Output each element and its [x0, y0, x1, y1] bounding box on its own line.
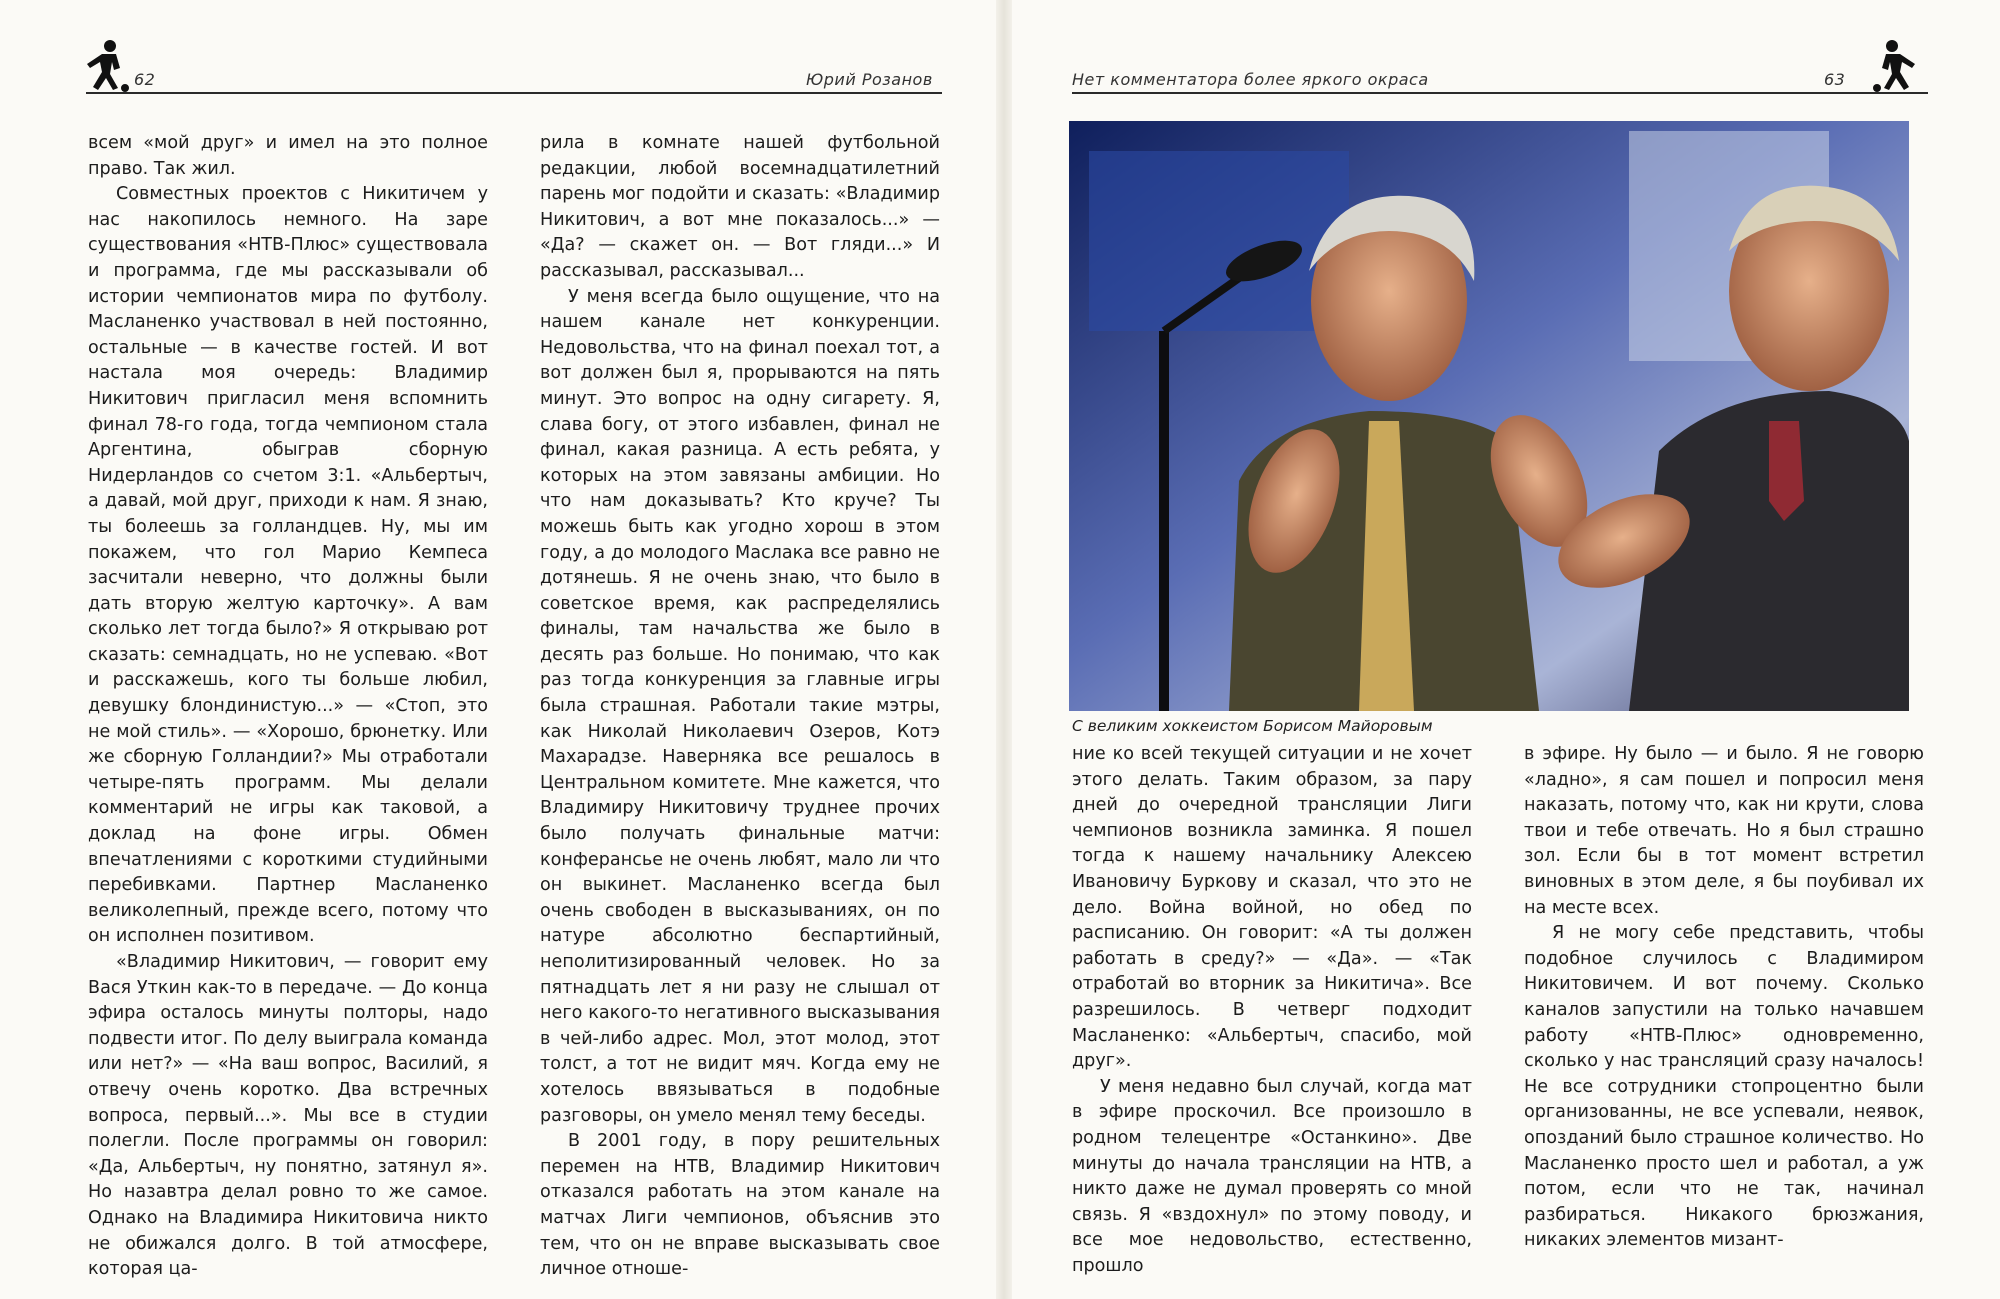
paragraph: рила в комнате нашей футбольной редакции, любой восемнадцатилетний парень мог подойти и сказать: «Владимир Никитович, а вот мне показалось...» — «Да? — скажет он. — Вот гляди...» И рассказывал, рассказывал... [540, 133, 940, 281]
header-rule-left [86, 92, 942, 94]
paragraph: «Владимир Никитович, — говорит ему Вася Уткин как-то в передаче. — До конца эфира осталось минуты полторы, надо подвести итог. По делу выиграла команда или нет?» — «На ваш вопрос, Василий, я отвечу очень коротко. Два встречных вопроса, первый...». Мы все в студии полегли. После программы он говорил: «Да, Альбертыч, ну понятно, затянул я». Но назавтра делал ровно то же самое. Однако на Владимира Никитовича никто не обижался долго. В той атмосфере, которая ца- [88, 952, 488, 1280]
paragraph: У меня недавно был случай, когда мат в эфире проскочил. Все произошло в родном телецентре «Останкино». Две минуты до начала трансляции на НТВ, а никто даже не думал проверять со мной связь. Я «вздохнул» по этому поводу, и все мое недовольство, естественно, прошло [1072, 1076, 1472, 1276]
photo [1069, 121, 1909, 711]
paragraph: ние ко всей текущей ситуации и не хочет этого делать. Таким образом, за пару дней до очередной трансляции Лиги чемпионов возникла заминка. Я пошел тогда к нашему начальнику Алексею Ивановичу Буркову и сказал, что это не дело. Война войной, но обед по расписанию. Он говорит: «А ты должен работать в среду?» — «Да». — «Так отработай во вторник за Никитича». Все разрешилось. В четверг подходит Масланенко: «Альбертыч, спасибо, мой друг». [1072, 744, 1472, 1072]
paragraph: У меня всегда было ощущение, что на нашем канале нет конкуренции. Недовольства, что на финал поехал тот, а вот должен был я, прорываются на пять минут. Это вопрос на одну сигарету. Я, слава богу, от этого избавлен, финал не финал, какая разница. А есть ребята, у которых на этом завязаны амбиции. Но что нам доказывать? Кто круче? Ты можешь быть как угодно хорош в этом году, а до молодого Маслака все равно не дотянешь. Я не очень знаю, что было в советское время, как распределялись финалы, там начальства же было в десять раз больше. Но понимаю, что как раз тогда конкуренция за главные игры была страшная. Работали такие мэтры, как Николай Николаевич Озеров, Котэ Махарадзе. Наверняка все решалось в Центральном комитете. Мне кажется, что Владимиру Никитовичу труднее прочих было получать финальные матчи: конферансье не очень любят, мало ли что он выкинет. Масланенко всегда был очень свободен в высказываниях, он по натуре абсолютно беспартийный, неполитизированный человек. Но за пятнадцать лет я ни разу не слышал от него какого-то негативного высказывания в чей-либо адрес. Мол, этот молод, этот толст, а тот не видит мяч. Когда ему не хотелось ввязываться в подобные разговоры, он умело менял тему беседы. [540, 286, 940, 1126]
page-number-left: 62 [134, 70, 156, 89]
photo-caption: С великим хоккеистом Борисом Майоровым [1072, 717, 1433, 735]
right-column-1 [1072, 742, 1472, 1279]
paragraph: Совместных проектов с Никитичем у нас накопилось немного. На заре существования «НТВ-Плюс» существовала и программа, где мы рассказывали об истории чемпионатов мира по футболу. Масланенко участвовал в ней постоянно, остальные — в качестве гостей. И вот настала моя очередь: Владимир Никитович пригласил меня вспомнить финал 78-го года, тогда чемпионом стала Аргентина, обыграв сборную Нидерландов со счетом 3:1. «Альбертыч, а давай, мой друг, приходи к нам. Я знаю, ты болеешь за голландцев. Ну, мы им покажем, что гол Марио Кемпеса засчитали неверно, что должны были дать вторую желтую карточку». А вам сколько лет тогда было?» Я открываю рот сказать: семнадцать, но не успеваю. «Вот и расскажешь, кого ты больше любил, девушку блондинистую...» — «Стоп, это не мой стиль». — «Хорошо, брюнетку. Или же сборную Голландии?» Мы отработали четыре-пять программ. Мы делали комментарий не игры как таковой, а доклад на фоне игры. Обмен впечатлениями с короткими студийными перебивками. Партнер Масланенко великолепный, прежде всего, потому что он исполнен позитивом. [88, 184, 488, 947]
spine-gutter [996, 0, 1012, 1299]
running-head-left: Юрий Розанов [806, 70, 933, 89]
page-number-right: 63 [1824, 70, 1846, 89]
left-column-2 [540, 131, 940, 1283]
left-column-1 [88, 131, 488, 1283]
paragraph: Я не могу себе представить, чтобы подобное случилось с Владимиром Никитовичем. И вот почему. Сколько каналов запустили на только начавшем работу «НТВ-Плюс» одновременно, сколько у нас трансляций сразу началось! Не все сотрудники стопроцентно были организованны, не все успевали, неявок, опозданий было страшное количество. Но Масланенко просто шел и работал, а уж потом, если что не так, начинал разбираться. Никакого брюзжания, никаких элементов мизант- [1524, 923, 1924, 1251]
footballer-icon [80, 38, 132, 94]
running-head-right: Нет комментатора более яркого окраса [1072, 70, 1429, 89]
paragraph: В 2001 году, в пору решительных перемен на НТВ, Владимир Никитович отказался работать на этом канале на матчах Лиги чемпионов, объяснив это тем, что он не вправе высказывать свое личное отноше- [540, 1131, 940, 1280]
header-rule-right [1072, 92, 1928, 94]
photo-illustration [1069, 121, 1909, 711]
paragraph: в эфире. Ну было — и было. Я не говорю «ладно», я сам пошел и попросил меня наказать, потому что, как ни крути, слова твои и тебе отвечать. Но я был страшно зол. Если бы в тот момент встретил виновных в этом деле, я бы поубивал их на месте всех. [1524, 744, 1924, 918]
right-column-2 [1524, 742, 1924, 1254]
footballer-icon [1870, 38, 1922, 94]
paragraph: всем «мой друг» и имел на это полное право. Так жил. [88, 133, 488, 179]
